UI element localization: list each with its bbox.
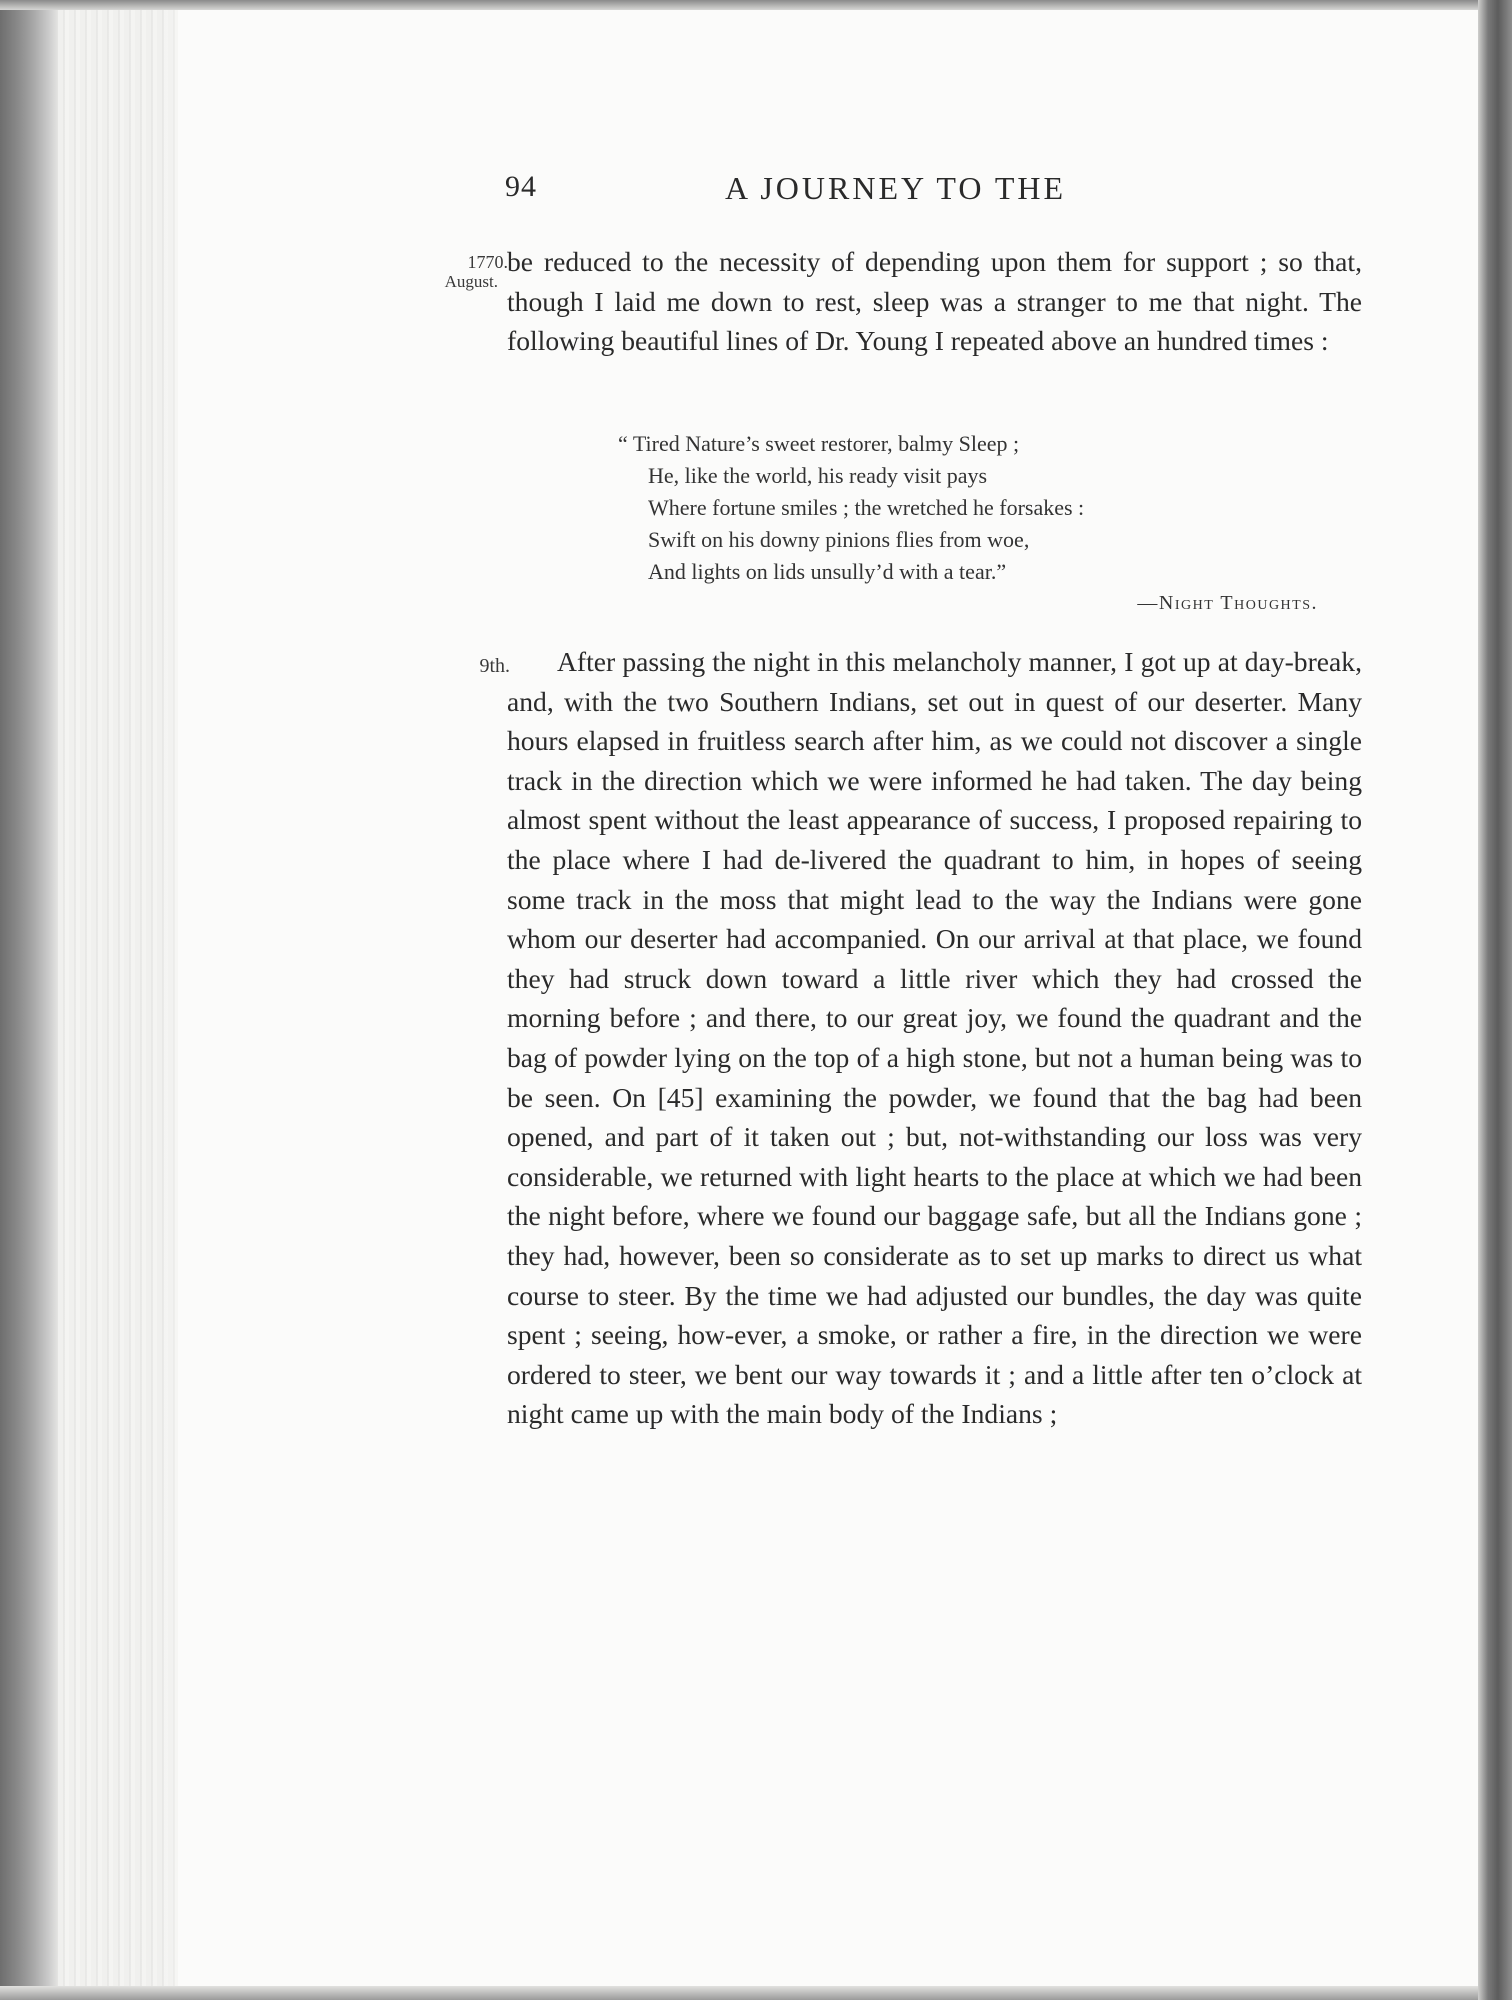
verse-line: Where fortune smiles ; the wretched he forsakes :: [648, 495, 1085, 520]
bottom-edge: [0, 1986, 1512, 2000]
top-edge: [0, 0, 1512, 10]
book-binding: [0, 0, 58, 2000]
page-number: 94: [505, 170, 537, 203]
margin-note-month: August.: [444, 272, 498, 291]
paragraph-2: After passing the night in this melancholy manner, I got up at day-break, and, with the two Southern Indians, set out in quest of our deserter. Many hours elapsed in fruitless search after him, as we could not discover a single track in the direction which we were informed he had taken. The day being almost spent without the least appearance of success, I proposed repairing to the place where I had de-livered the quadrant to him, in hopes of seeing some track in the moss that might lead to the way the Indians were gone whom our deserter had accompanied. On our arrival at that place, we found they had struck down toward a little river which they had crossed the morning before ; and there, to our great joy, we found the quadrant and the bag of powder lying on the top of a high stone, but not a human being was to be seen. On [45] examining the powder, we found that the bag had been opened, and part of it taken out ; but, not-withstanding our loss was very considerable, we returned with light hearts to the place at which we had been the night before, where we found our baggage safe, but all the Indians gone ; they had, however, been so considerate as to set up marks to direct us what course to steer. By the time we had adjusted our bundles, the day was quite spent ; seeing, how-ever, a smoke, or rather a fire, in the direction we were ordered to steer, we bent our way towards it ; and a little after ten o’clock at night came up with the main body of the Indians ;: [507, 646, 1362, 1430]
right-edge: [1478, 0, 1512, 2000]
margin-note-day: 9th.: [479, 655, 510, 677]
running-title: A JOURNEY TO THE: [725, 170, 1067, 206]
verse-line: And lights on lids unsully’d with a tear.”: [648, 559, 1007, 584]
running-head: [505, 170, 1365, 222]
verse-attribution: —Night Thoughts.: [1137, 592, 1318, 614]
page-edge-fade: [160, 0, 220, 2000]
verse-line: Swift on his downy pinions flies from woe,: [648, 527, 1030, 552]
paragraph-1: be reduced to the necessity of depending upon them for support ; so that, though I laid me down to rest, sleep was a stranger to me that night. The following beautiful lines of Dr. Young I repeated above an hundred times :: [507, 246, 1362, 357]
verse-quote: [618, 428, 1318, 588]
verse-line: “ Tired Nature’s sweet restorer, balmy Sleep ;: [618, 431, 1020, 456]
margin-note-year: 1770.: [467, 252, 508, 272]
verse-line: He, like the world, his ready visit pays: [648, 463, 988, 488]
